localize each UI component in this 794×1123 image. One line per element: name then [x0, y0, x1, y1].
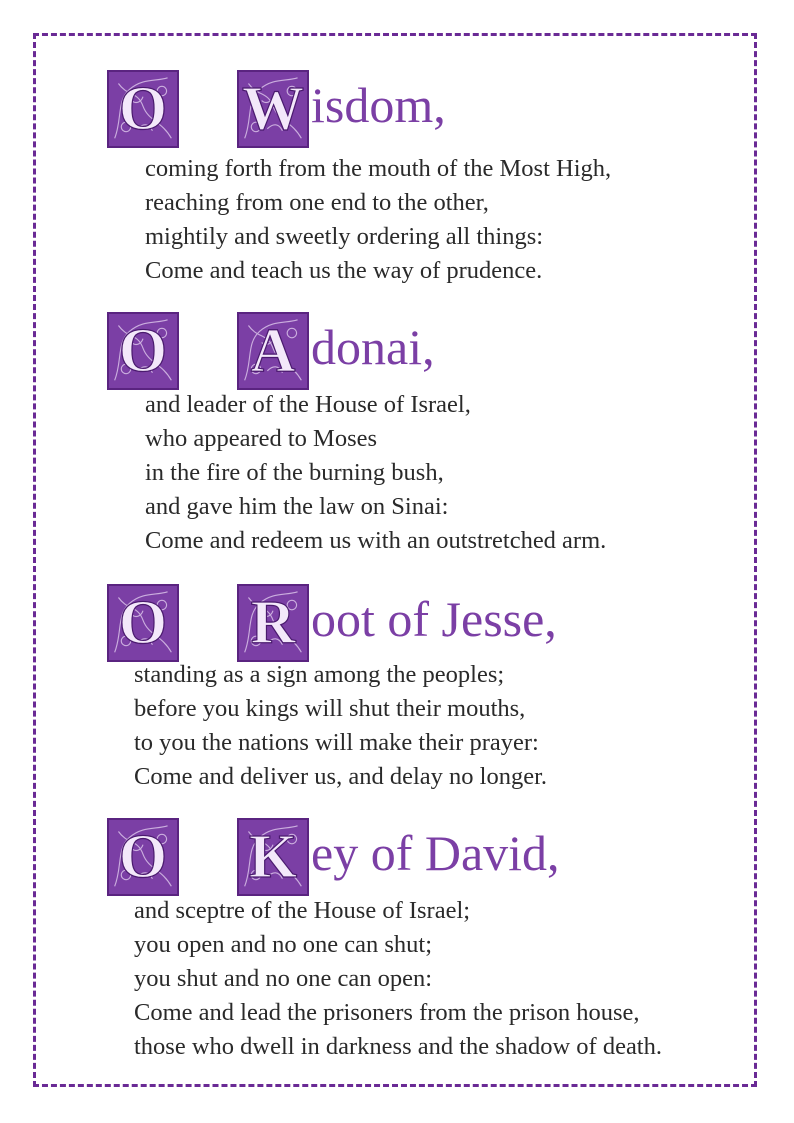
verse-line: standing as a sign among the peoples;	[134, 661, 505, 688]
verse-line: you open and no one can shut;	[134, 931, 433, 958]
antiphon-heading	[107, 70, 787, 150]
verse-line: you shut and no one can open:	[134, 965, 433, 992]
antiphon-body	[134, 658, 547, 794]
illuminated-capital-letter	[237, 584, 309, 662]
antiphon-body	[145, 152, 611, 288]
heading-text: donai,	[311, 319, 435, 375]
capital-letter: R	[250, 589, 296, 657]
verse-line: to you the nations will make their prayer:	[134, 729, 539, 756]
verse-line: Come and redeem us with an outstretched arm.	[145, 527, 607, 554]
verse-line: and sceptre of the House of Israel;	[134, 897, 471, 924]
verse-line: in the fire of the burning bush,	[145, 459, 444, 486]
capital-letter: O	[118, 589, 168, 657]
verse-line: before you kings will shut their mouths,	[134, 695, 526, 722]
heading-text: oot of Jesse,	[311, 591, 557, 647]
capital-letter: O	[118, 317, 168, 385]
verse-line: who appeared to Moses	[145, 425, 378, 452]
heading-text: isdom,	[311, 77, 446, 133]
antiphon-heading	[107, 818, 787, 898]
illuminated-capital-letter	[237, 70, 309, 148]
illuminated-capital-o	[107, 584, 179, 662]
heading-text: ey of David,	[311, 825, 560, 881]
verse-line: Come and deliver us, and delay no longer.	[134, 763, 547, 790]
illuminated-capital-o	[107, 70, 179, 148]
verse-line: reaching from one end to the other,	[145, 189, 489, 216]
capital-letter: O	[118, 823, 168, 891]
verse-line: Come and lead the prisoners from the prison house,	[134, 999, 640, 1026]
antiphon-heading	[107, 584, 787, 664]
verse-line: Come and teach us the way of prudence.	[145, 257, 543, 284]
illuminated-capital-letter	[237, 818, 309, 896]
antiphon-body	[145, 388, 606, 558]
capital-letter: A	[250, 317, 296, 385]
verse-line: coming forth from the mouth of the Most High,	[145, 155, 612, 182]
capital-letter: K	[248, 823, 298, 891]
illuminated-capital-letter	[237, 312, 309, 390]
antiphon-body	[134, 894, 662, 1064]
illuminated-capital-o	[107, 818, 179, 896]
capital-letter: W	[242, 75, 304, 143]
capital-letter: O	[118, 75, 168, 143]
antiphon-heading	[107, 312, 787, 392]
verse-line: and gave him the law on Sinai:	[145, 493, 449, 520]
verse-line: those who dwell in darkness and the shadow of death.	[134, 1033, 662, 1060]
verse-line: mightily and sweetly ordering all things:	[145, 223, 544, 250]
illuminated-capital-o	[107, 312, 179, 390]
verse-line: and leader of the House of Israel,	[145, 391, 471, 418]
